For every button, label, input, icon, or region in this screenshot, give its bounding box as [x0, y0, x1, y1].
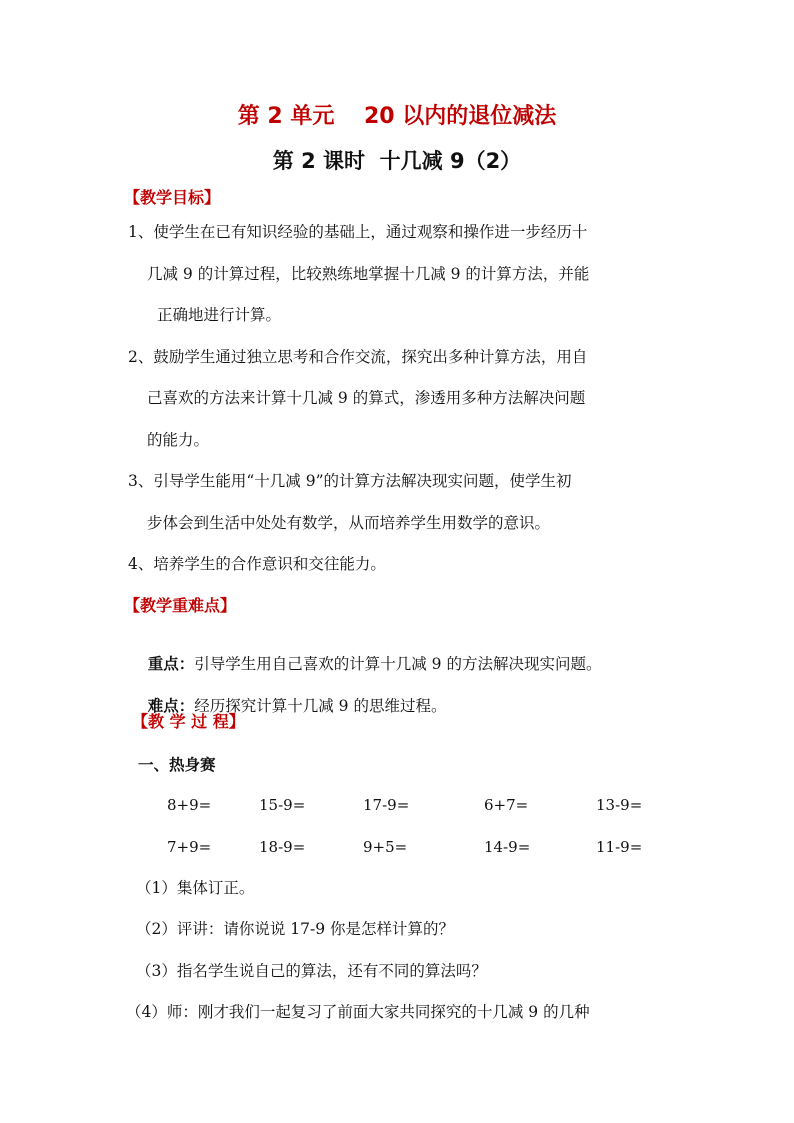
lesson-title: 第 2 课时 十几减 9（2） — [272, 149, 522, 173]
equation: 13-9= — [596, 796, 643, 814]
step-line: （2）评讲：请你说说 17-9 你是怎样计算的？ — [136, 920, 455, 938]
focus-label: 重点： — [147, 655, 195, 673]
equation: 6+7= — [484, 796, 529, 814]
step-line: （1）集体订正。 — [136, 879, 255, 897]
equation: 8+9= — [167, 796, 212, 814]
equation: 14-9= — [484, 838, 531, 856]
equation: 15-9= — [259, 796, 306, 814]
objective-line: 的能力。 — [147, 431, 210, 449]
step-line: （4）师：刚才我们一起复习了前面大家共同探究的十几减 9 的几种 — [126, 1003, 590, 1021]
equation: 7+9= — [167, 838, 212, 856]
step-line: （3）指名学生说自己的算法，还有不同的算法吗？ — [136, 962, 487, 980]
objective-line: 己喜欢的方法来计算十几减 9 的算式，渗透用多种方法解决问题 — [147, 389, 586, 407]
equation: 9+5= — [363, 838, 408, 856]
objective-line: 1、使学生在已有知识经验的基础上，通过观察和操作进一步经历十 — [128, 223, 588, 241]
difficulty-label: 难点： — [147, 697, 195, 715]
key-points-heading: 【教学重难点】 — [124, 596, 237, 615]
objective-line: 4、培养学生的合作意识和交往能力。 — [128, 555, 386, 573]
focus-text: 引导学生用自己喜欢的计算十几减 9 的方法解决现实问题。 — [194, 655, 602, 673]
warmup-title: 一、热身赛 — [138, 756, 216, 774]
equation: 18-9= — [259, 838, 306, 856]
unit-title: 第 2 单元 20 以内的退位减法 — [237, 104, 557, 129]
equation: 11-9= — [596, 838, 643, 856]
objective-line: 3、引导学生能用“十几减 9”的计算方法解决现实问题，使学生初 — [128, 472, 572, 490]
objective-line: 2、鼓励学生通过独立思考和合作交流，探究出多种计算方法，用自 — [128, 348, 588, 366]
difficulty-text: 经历探究计算十几减 9 的思维过程。 — [194, 697, 447, 715]
process-heading: 【教 学 过 程】 — [132, 712, 245, 731]
equation: 17-9= — [363, 796, 410, 814]
objectives-heading: 【教学目标】 — [124, 188, 221, 207]
objective-line: 步体会到生活中处处有数学，从而培养学生用数学的意识。 — [147, 514, 551, 532]
objective-line: 几减 9 的计算过程，比较熟练地掌握十几减 9 的计算方法，并能 — [147, 265, 590, 283]
objective-line: 正确地进行计算。 — [157, 306, 282, 324]
